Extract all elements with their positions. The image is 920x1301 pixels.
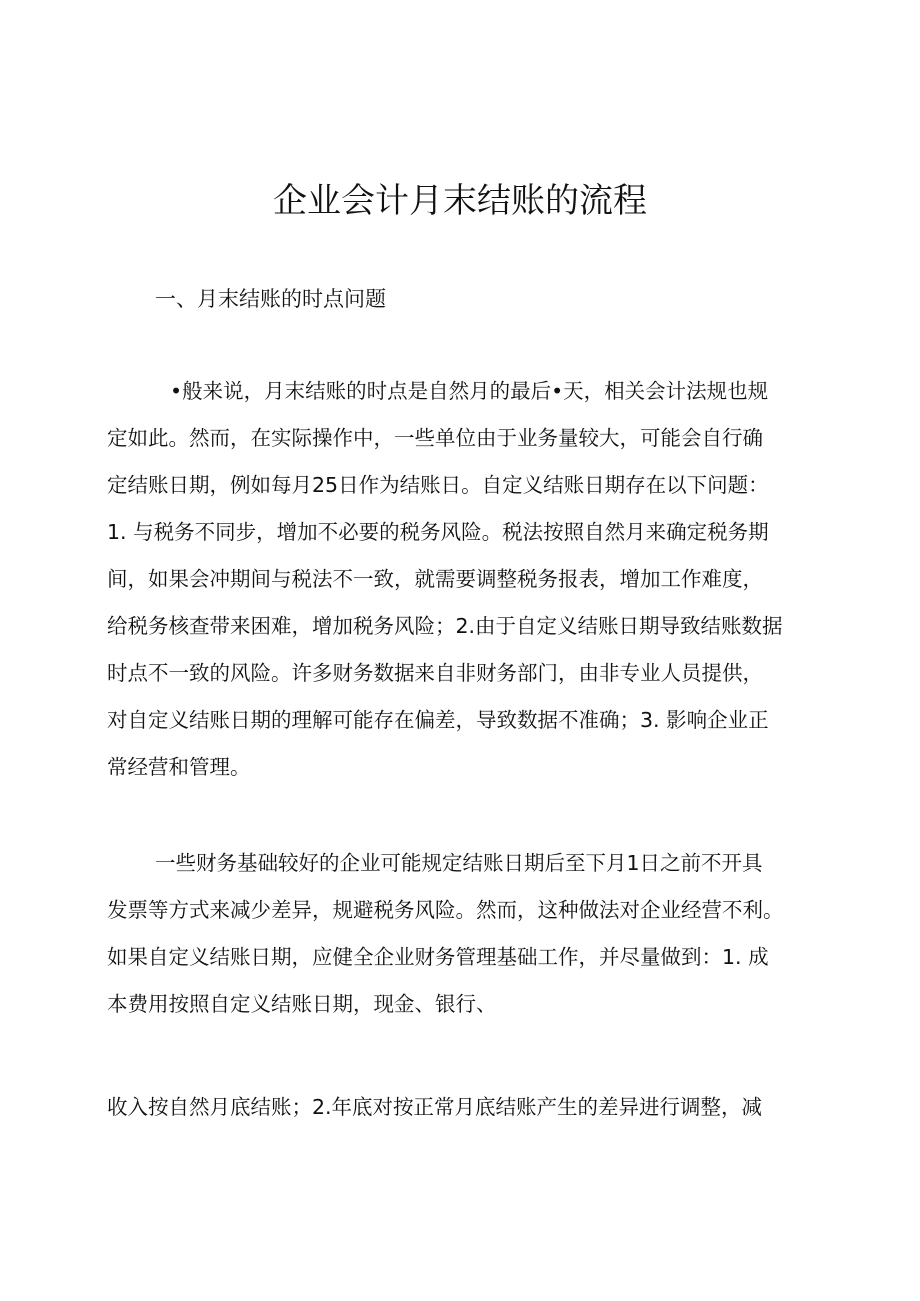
paragraph-line: 一些财务基础较好的企业可能规定结账日期后至下月1日之前不开具 [155, 851, 763, 875]
paragraph-line: 发票等方式来减少差异，规避税务风险。然而，这种做法对企业经营不利。 [107, 898, 784, 922]
paragraph-line: 定结账日期，例如每月25日作为结账日。自定义结账日期存在以下问题： [107, 473, 769, 497]
paragraph-line: 1. 与税务不同步，增加不必要的税务风险。税法按照自然月来确定税务期 [107, 520, 769, 544]
paragraph-line: 本费用按照自定义结账日期，现金、银行、 [107, 992, 497, 1016]
paragraph-line: 对自定义结账日期的理解可能存在偏差，导致数据不准确；3. 影响企业正 [107, 708, 769, 732]
paragraph-line: 给税务核查带来困难，增加税务风险；2.由于自定义结账日期导致结账数据 [107, 614, 783, 638]
paragraph-line: 间，如果会冲期间与税法不一致，就需要调整税务报表，增加工作难度， [107, 567, 763, 591]
paragraph-line: 收入按自然月底结账；2.年底对按正常月底结账产生的差异进行调整，减 [107, 1095, 763, 1119]
paragraph-line: 如果自定义结账日期，应健全企业财务管理基础工作，并尽量做到：1. 成 [107, 945, 769, 969]
paragraph-line: 时点不一致的风险。许多财务数据来自非财务部门，由非专业人员提供， [107, 661, 763, 685]
paragraph-line: 定如此。然而，在实际操作中，一些单位由于业务量较大，可能会自行确 [107, 426, 763, 450]
document-title: 企业会计月末结账的流程 [273, 181, 647, 221]
paragraph-line: 常经营和管理。 [107, 755, 251, 779]
paragraph-line: •般来说，月末结账的时点是自然月的最后•天，相关会计法规也规 [170, 379, 769, 403]
section-heading: 一、月末结账的时点问题 [155, 287, 386, 311]
